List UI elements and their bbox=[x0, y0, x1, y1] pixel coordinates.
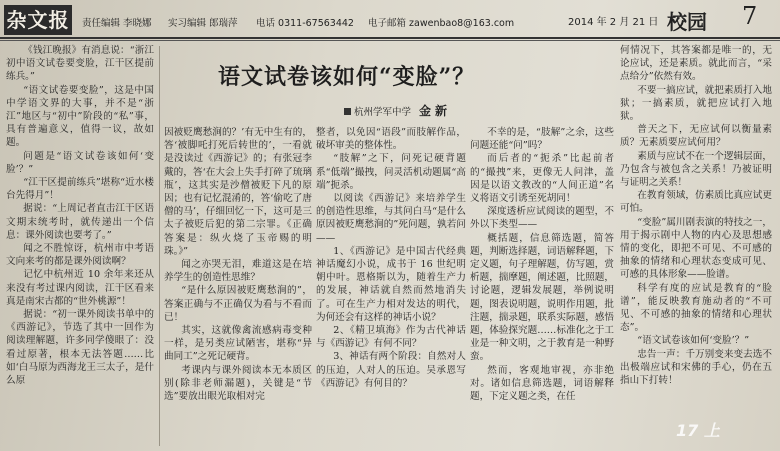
paragraph: 1、《西游记》是中国古代经典神话魔幻小说，成书于 16 世纪明朝中叶。恩格斯以为，随着生产力的发展，神话就自然而然地消失了。可在生产力相对发达的明代，为何还会有这样的神话小说？ bbox=[316, 245, 466, 323]
paragraph: 在教育领域，仿素质比真应试更可怕。 bbox=[620, 190, 772, 215]
paragraph: 记忆中杭州近 10 余年来还从来没有考过课内阅读，江干区看来真是南宋古都的“世外桃源”！ bbox=[6, 269, 154, 307]
paragraph: 考课内与课外阅读本无本质区别(除非老师漏题)，关键是“节选”要放出眼光取相对完 bbox=[164, 364, 312, 403]
paragraph: 闻之亦哭无泪，难道这是在培养学生的创造性思维？ bbox=[164, 259, 312, 284]
article-title: 语文试卷该如何“变脸”？ bbox=[218, 64, 476, 90]
column-5 bbox=[620, 44, 772, 448]
paragraph: 据说：“上周记者直击江干区语文期末统考时，就传递出一个信息：课外阅读也要考了。” bbox=[6, 203, 154, 241]
column-divider bbox=[159, 46, 160, 446]
paragraph: 普天之下，无应试何以衡量素质？无素质要应试何用？ bbox=[620, 124, 772, 149]
issue-date: 2014 年 2 月 21 日 bbox=[568, 17, 659, 28]
paragraph: 以阅读《西游记》来培养学生的创造性思维，与其问白马“是什么原因被贬鹰愁涧的”死问题，孰若问—— bbox=[316, 193, 466, 244]
page-header bbox=[0, 0, 780, 38]
column-2 bbox=[164, 126, 312, 448]
column-1 bbox=[6, 44, 154, 448]
editor-credit: 责任编辑 李晓娜 bbox=[82, 18, 152, 29]
paragraph: 2、《精卫填海》作为古代神话与《西游记》有何不同？ bbox=[316, 325, 466, 350]
byline bbox=[344, 102, 451, 119]
paragraph: 问题是“语文试卷该如何‘变脸’？” bbox=[6, 150, 154, 175]
paragraph: “语文试卷该如何‘变脸’？” bbox=[637, 335, 750, 347]
site-watermark: 17 上 bbox=[676, 421, 720, 440]
email-address: 电子邮箱 zawenbao8@163.com bbox=[368, 18, 515, 29]
paragraph: 整者，以免因“语段”而肢解作品，破坏审美的整体性。 bbox=[316, 127, 466, 152]
paragraph: “变脸”属川剧表演的特技之一，用于揭示剧中人物的内心及思想感情的变化，即把不可见、不可感的抽象的情绪和心理状态变成可见、可感的具体形象——脸谱。 bbox=[620, 216, 772, 281]
column-4 bbox=[470, 126, 614, 448]
byline-marker-icon bbox=[344, 108, 351, 115]
paragraph: 概括题，信息筛选题，简答题，判断选择题，词语解释题，下定义题，句子理解题，仿写题，赏析题，揣摩题，阐述题，比照题，讨论题，逻辑发展题，举例说明题，图表说明题，说明作用题，批注题，揣录题，联系实际题，感悟题，体验探究题……标准化之于工业是一种文明，之于教育是一种野蛮。 bbox=[470, 232, 614, 363]
intern-credit: 实习编辑 郎瑞萍 bbox=[168, 18, 238, 29]
paragraph: 而后者的“扼杀”比起前者的“撮拽”来，更像无人问津，盖因是以语文教改的“人间正道”名义将语文引诱至死胡同！ bbox=[470, 153, 614, 205]
column-3 bbox=[316, 126, 466, 448]
paragraph: 据说：“初一课外阅读书单中的《西游记》，节选了其中一回作为阅读理解题，许多同学傻眼了：没看过原著，根本无法答题……比如‘白马原为西海龙王三太子，是什么原 bbox=[6, 309, 154, 387]
paragraph: “语文试卷要变脸”，这是中国中学语文界的大事，并不是“浙江”地区与“初中”阶段的“私”事，具有普遍意义，值得一议，故如题。 bbox=[6, 84, 154, 149]
paragraph: 闻之不胜惊讶，杭州市中考语文向来考的都是课外阅读啊？ bbox=[6, 243, 154, 268]
section-title: 杂文报 bbox=[4, 5, 72, 35]
paragraph: 3、神话有两个阶段：自然对人的压迫，人对人的压迫。吴承恩写《西游记》有何目的？ bbox=[316, 351, 466, 389]
paragraph: 然而，客观地审视，亦非绝对。诸如信息筛选题，词语解释题，下定义题之类，在任 bbox=[470, 364, 614, 403]
paragraph: 深度透析应试阅读的题型，不外以下类型—— bbox=[470, 206, 614, 231]
paragraph: 素质与应试不在一个逻辑层面，乃包含与被包含之关系！乃被证明与证明之关系！ bbox=[620, 150, 772, 189]
paragraph: “江干区提前练兵”堪称“近水楼台先得月”！ bbox=[6, 177, 154, 202]
paragraph: 何情况下，其答案都是唯一的，无论应试，还是素质。就此而言，“采点给分”依然有效。 bbox=[620, 45, 772, 83]
paragraph: 忠告一声：千万别变来变去选不出极端应试和宋佛的手心，仍在五指山下打转！ bbox=[620, 348, 772, 387]
section-name: 校园 bbox=[667, 10, 707, 34]
paragraph: 科学有度的应试是教育的“脸谱”，能反映教育施动者的“不可见、不可感的抽象的情绪和心理状态”。 bbox=[620, 282, 772, 334]
header-rule-thin bbox=[0, 40, 780, 41]
phone-number: 电话 0311-67563442 bbox=[256, 18, 354, 29]
paragraph: “肢解”之下，问死记硬背题系“低端”撮拽，问灵活机动题属“高端”扼杀。 bbox=[316, 153, 466, 191]
byline-school: 杭州学军中学 bbox=[354, 107, 412, 118]
paragraph: 不要一搞应试，就把素质打入地狱；一搞素质，就把应试打入地狱。 bbox=[620, 84, 772, 123]
paragraph: 其实，这就像禽流感病毒变种一样，是另类应试陋害，堪称“异曲同工”之死记硬背。 bbox=[164, 325, 312, 363]
paragraph: 《钱江晚报》有消息说：“浙江初中语文试卷要变脸，江干区提前练兵。” bbox=[6, 45, 154, 83]
page-number: 7 bbox=[742, 2, 758, 30]
paragraph: “是什么原因被贬鹰愁涧的”，答案正确与不正确仅为看与不看而已！ bbox=[164, 285, 312, 323]
paragraph: 不幸的是，“肢解”之余，这些问题还能“问”吗？ bbox=[470, 127, 614, 152]
paragraph: 因被贬鹰愁涧的？’有无中生有的，答‘被脚吒打死后转世的’，一看就是没读过《西游记》的；有张冠李戴的，答‘在大会上失手打碎了琉璃瓶’，这其实是沙僧被贬下凡的原因；也有记忆混淆的，答‘偷吃了唐僧的马’，仔细回忆一下，这可是三太子被贬后犯的第二宗罪。《正确答案是：纵火烧了玉帝赐的明珠。》” bbox=[164, 127, 312, 257]
byline-author: 金新 bbox=[419, 104, 452, 118]
header-rule bbox=[0, 37, 780, 39]
